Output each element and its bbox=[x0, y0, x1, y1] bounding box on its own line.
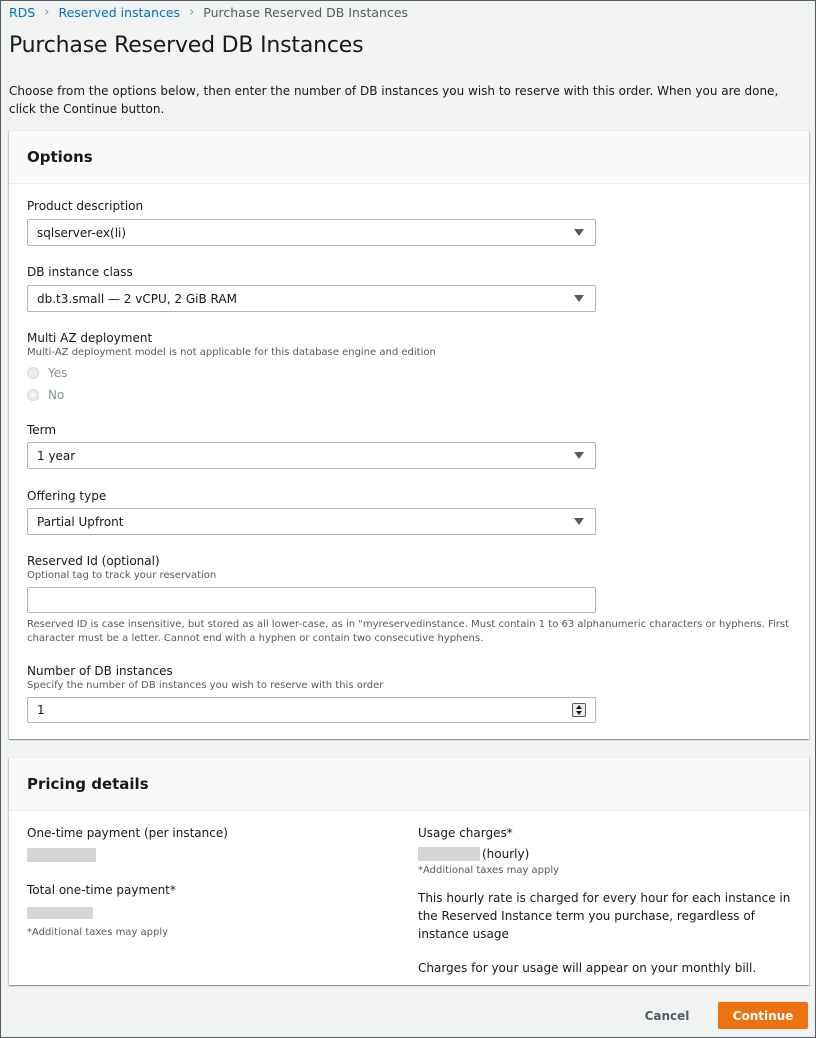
reserved-id-field bbox=[27, 553, 216, 583]
stepper-arrows-icon[interactable] bbox=[572, 703, 586, 717]
caret-down-icon bbox=[574, 518, 584, 525]
redacted-amount bbox=[27, 907, 93, 919]
multi-az-option-yes[interactable] bbox=[27, 362, 436, 384]
bill-note: Charges for your usage will appear on your monthly bill. bbox=[418, 961, 757, 975]
db-instance-class-value: db.t3.small — 2 vCPU, 2 GiB RAM bbox=[37, 291, 237, 306]
total-taxes-note: *Additional taxes may apply bbox=[27, 927, 169, 938]
number-of-instances-label: Number of DB instances bbox=[27, 664, 173, 678]
multi-az-field bbox=[27, 330, 436, 406]
pricing-heading: Pricing details bbox=[27, 775, 149, 793]
caret-down-icon bbox=[574, 229, 584, 236]
reserved-id-input[interactable] bbox=[27, 587, 596, 613]
pricing-panel-header bbox=[9, 758, 809, 811]
breadcrumb-current: Purchase Reserved DB Instances bbox=[203, 4, 409, 20]
hourly-explanation: This hourly rate is charged for every hour for each instance in the Reserved Instance term you purchase, regardless of instance usage bbox=[418, 891, 791, 941]
breadcrumb-chevron-icon: › bbox=[189, 4, 195, 20]
db-instance-class-label: DB instance class bbox=[27, 265, 133, 279]
product-description-field bbox=[27, 198, 143, 214]
multi-az-description: Multi-AZ deployment model is not applicable for this database engine and edition bbox=[27, 347, 436, 358]
page-intro: Choose from the options below, then enter the number of DB instances you wish to reserve with this order. When you are done, click the Continue button. bbox=[9, 84, 779, 116]
page-title: Purchase Reserved DB Instances bbox=[9, 33, 364, 58]
db-instance-class-select[interactable] bbox=[27, 285, 596, 312]
reserved-id-constraint: Reserved ID is case insensitive, but stored as all lower-case, as in "myreservedinstance. Must contain 1 to 63 alphanumeric characters or hyphens. First character must be a letter. Cannot end with a hyphen or contain two consecutive hyphens. bbox=[27, 619, 789, 644]
multi-az-option-no[interactable] bbox=[27, 384, 436, 406]
cancel-button[interactable]: Cancel bbox=[628, 1002, 706, 1029]
product-description-label: Product description bbox=[27, 199, 144, 213]
breadcrumb bbox=[9, 4, 408, 20]
breadcrumb-rds-link[interactable]: RDS bbox=[9, 4, 36, 20]
caret-down-icon bbox=[574, 295, 584, 302]
usage-charges-label: Usage charges* bbox=[418, 826, 513, 840]
one-time-payment-label: One-time payment (per instance) bbox=[27, 826, 228, 840]
options-heading: Options bbox=[27, 148, 93, 166]
options-panel bbox=[9, 130, 809, 739]
usage-taxes-note: *Additional taxes may apply bbox=[418, 865, 560, 876]
offering-type-select[interactable] bbox=[27, 508, 596, 535]
db-instance-class-field bbox=[27, 264, 133, 280]
hourly-suffix: (hourly) bbox=[482, 847, 530, 861]
offering-type-label: Offering type bbox=[27, 489, 107, 503]
term-select[interactable] bbox=[27, 442, 596, 469]
one-time-payment-block bbox=[27, 825, 387, 866]
radio-no-label: No bbox=[48, 388, 65, 402]
number-of-instances-value: 1 bbox=[37, 703, 45, 717]
term-value: 1 year bbox=[37, 448, 76, 463]
reserved-id-label: Reserved Id (optional) bbox=[27, 554, 160, 568]
multi-az-label: Multi AZ deployment bbox=[27, 331, 153, 345]
number-of-instances-stepper[interactable] bbox=[27, 697, 596, 723]
radio-yes-label: Yes bbox=[48, 366, 68, 380]
number-of-instances-field bbox=[27, 663, 383, 693]
caret-down-icon bbox=[574, 452, 584, 459]
pricing-panel bbox=[9, 757, 809, 985]
reserved-id-description: Optional tag to track your reservation bbox=[27, 570, 217, 581]
options-panel-header bbox=[9, 131, 809, 184]
total-one-time-payment-label: Total one-time payment* bbox=[27, 883, 176, 897]
number-of-instances-description: Specify the number of DB instances you wish to reserve with this order bbox=[27, 680, 384, 691]
offering-type-value: Partial Upfront bbox=[37, 514, 124, 529]
radio-no[interactable] bbox=[27, 389, 39, 401]
offering-type-field bbox=[27, 488, 106, 504]
term-field bbox=[27, 422, 56, 438]
product-description-select[interactable] bbox=[27, 219, 596, 246]
breadcrumb-reserved-instances-link[interactable]: Reserved instances bbox=[58, 4, 181, 20]
redacted-amount bbox=[27, 848, 96, 862]
breadcrumb-chevron-icon: › bbox=[44, 4, 50, 20]
continue-button[interactable]: Continue bbox=[718, 1002, 808, 1029]
radio-yes[interactable] bbox=[27, 367, 39, 379]
product-description-value: sqlserver-ex(li) bbox=[37, 225, 127, 240]
usage-charges-block bbox=[418, 825, 798, 976]
total-one-time-payment-block bbox=[27, 882, 387, 940]
term-label: Term bbox=[27, 423, 57, 437]
redacted-amount bbox=[418, 847, 480, 861]
